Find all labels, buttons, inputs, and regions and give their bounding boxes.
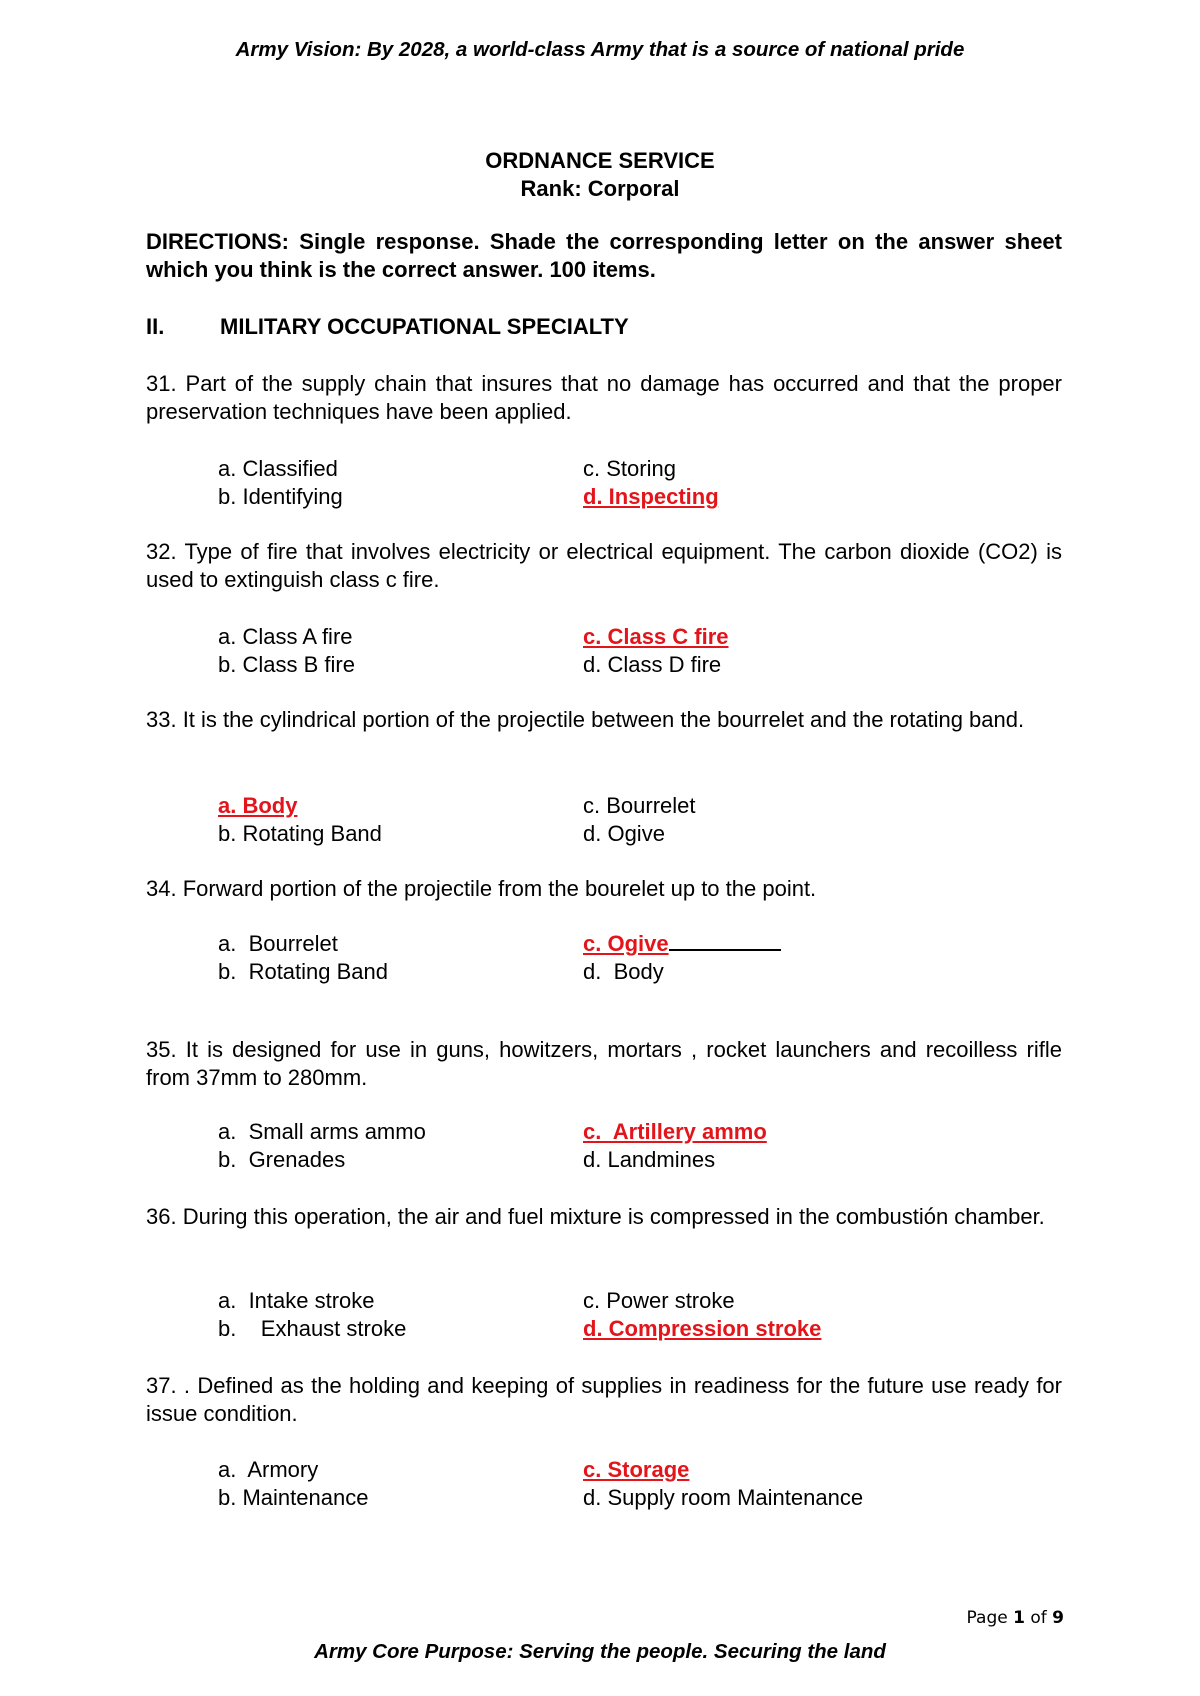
answer-blank-line: [669, 931, 781, 951]
option-a: a. Class A fire: [218, 624, 353, 649]
correct-answer: d. Compression stroke: [583, 1316, 822, 1341]
correct-answer: a. Body: [218, 793, 298, 818]
page-label: Page: [966, 1608, 1008, 1628]
option-a: a. Classified: [218, 456, 338, 481]
question-stem: 33. It is the cylindrical portion of the projectile between the bourrelet and the rotating band.: [146, 707, 1025, 732]
option-b: b. Grenades: [218, 1147, 346, 1172]
page-total: 9: [1052, 1608, 1064, 1628]
section-title: MILITARY OCCUPATIONAL SPECIALTY: [220, 314, 629, 339]
option-a: a. Small arms ammo: [218, 1119, 426, 1144]
correct-answer: c. Ogive: [583, 931, 669, 956]
question-stem: 32. Type of fire that involves electricity or electrical equipment. The carbon dioxide (CO2) is used to extinguish class c fire.: [146, 539, 1062, 592]
section-heading: [146, 314, 629, 340]
option-a: a. Armory: [218, 1457, 319, 1482]
section-number: II.: [146, 314, 165, 339]
correct-answer: c. Artillery ammo: [583, 1119, 767, 1144]
option-b: b. Rotating Band: [218, 959, 389, 984]
option-d: d. Body: [583, 959, 664, 984]
option-b: b. Identifying: [218, 484, 343, 509]
page-number: [967, 1608, 1064, 1628]
option-c: c. Bourrelet: [583, 793, 696, 818]
question-stem: 31. Part of the supply chain that insures that no damage has occurred and that the proper preservation techniques have been applied.: [146, 371, 1062, 424]
correct-answer: c. Class C fire: [583, 624, 729, 649]
option-b: b. Rotating Band: [218, 821, 382, 846]
option-a: a. Intake stroke: [218, 1288, 375, 1313]
option-b: b. Maintenance: [218, 1485, 369, 1510]
correct-answer: d. Inspecting: [583, 484, 719, 509]
option-c-row: [583, 930, 781, 958]
option-d: d. Ogive: [583, 821, 665, 846]
page-of: of: [1030, 1608, 1047, 1628]
option-d: d. Landmines: [583, 1147, 716, 1172]
directions: DIRECTIONS: Single response. Shade the corresponding letter on the answer sheet which you think is the correct answer. 100 items.: [146, 229, 1062, 282]
footer-purpose: Army Core Purpose: Serving the people. Securing the land: [314, 1640, 886, 1663]
option-b: b. Exhaust stroke: [218, 1316, 407, 1341]
question-stem: 35. It is designed for use in guns, howitzers, mortars , rocket launchers and recoilless rifle from 37mm to 280mm.: [146, 1037, 1062, 1090]
header-vision: Army Vision: By 2028, a world-class Army that is a source of national pride: [235, 38, 965, 61]
document-title: ORDNANCE SERVICE: [485, 148, 715, 173]
option-d: d. Class D fire: [583, 652, 722, 677]
option-d: d. Supply room Maintenance: [583, 1485, 864, 1510]
question-stem: 34. Forward portion of the projectile from the bourelet up to the point.: [146, 876, 817, 901]
rank-subtitle: Rank: Corporal: [520, 176, 680, 201]
question-stem: 36. During this operation, the air and fuel mixture is compressed in the combustión chamber.: [146, 1204, 1045, 1229]
correct-answer: c. Storage: [583, 1457, 690, 1482]
option-c: c. Storing: [583, 456, 676, 481]
option-a: a. Bourrelet: [218, 931, 338, 956]
page-current: 1: [1013, 1608, 1025, 1628]
option-c: c. Power stroke: [583, 1288, 735, 1313]
option-b: b. Class B fire: [218, 652, 355, 677]
question-stem: 37. . Defined as the holding and keeping of supplies in readiness for the future use ready for issue condition.: [146, 1373, 1062, 1426]
